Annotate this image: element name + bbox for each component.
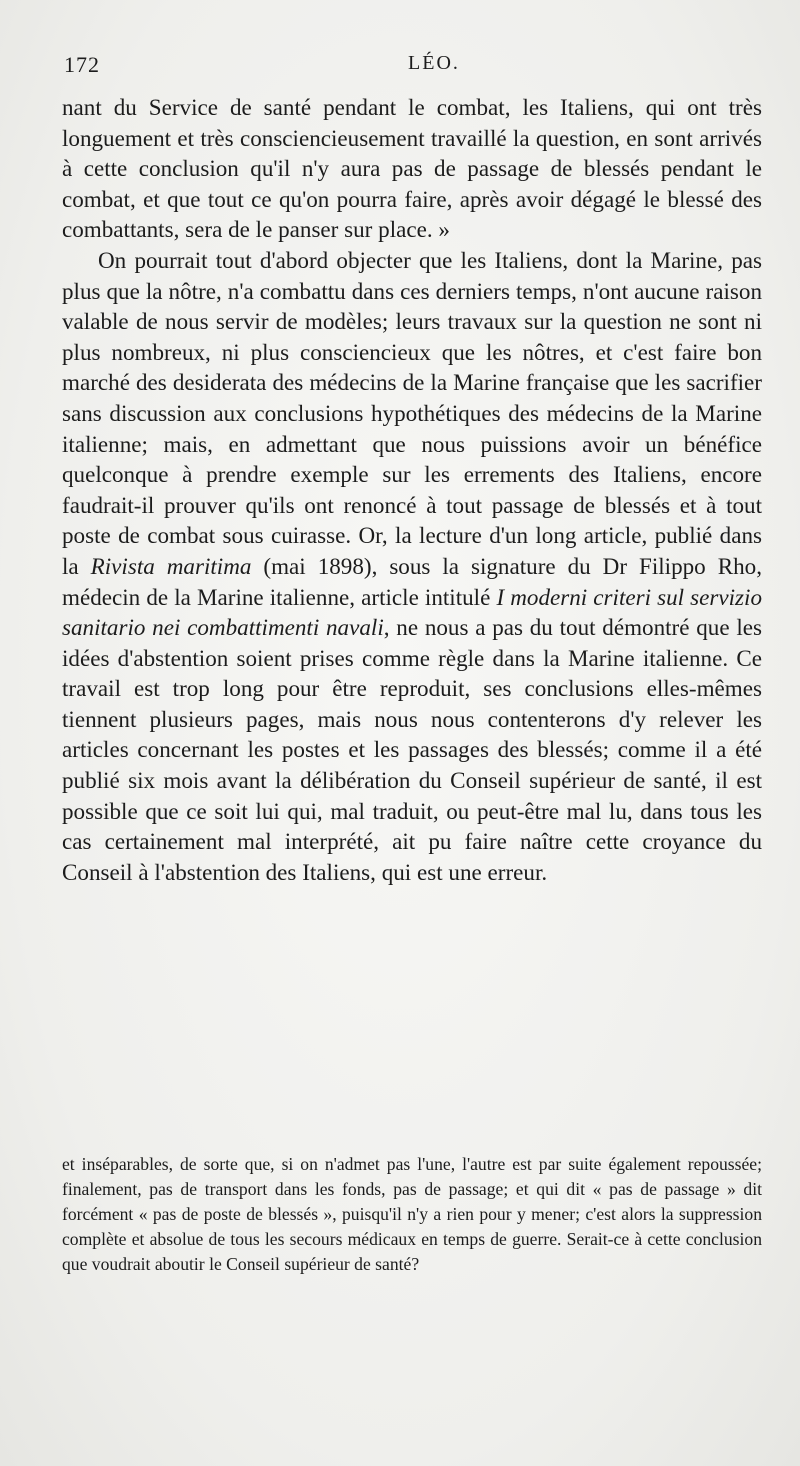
article-title: I moderni criteri sul servizio sanitario nei combattimenti navali: [62, 583, 762, 641]
page-header: [64, 52, 764, 86]
running-title: LÉO.: [408, 52, 460, 74]
paragraph-2-part-c: , ne nous a pas du tout démontré que les idées d'abstention soient prises comme règle dans la Marine italienne. Ce travail est trop long pour être reproduit, ses conclusions elles-mêmes tiennent plusieurs pages, mais nous nous contenterons d'y relever les articles concernant les postes et les passages des blessés; comme il a été publié six mois avant la délibération du Conseil supérieur de santé, il est possible que ce soit lui qui, mal traduit, ou peut-être mal lu, dans tous les cas certainement mal interprété, ait pu faire naître cette croyance du Conseil à l'abstention des Italiens, qui est une erreur.: [62, 614, 763, 885]
main-text: [62, 92, 762, 887]
paragraph-2-part-a: On pourrait tout d'abord objecter que les Italiens, dont la Marine, pas plus que la nôtre, n'a combattu dans ces derniers temps, n'ont aucune raison valable de nous servir de modèles; leurs travaux sur la question ne sont ni plus nombreux, ni plus consciencieux que les nôtres, et c'est faire bon marché des desiderata des médecins de la Marine française que les sacrifier sans discussion aux conclusions hypothétiques des médecins de la Marine italienne; mais, en admettant que nous puissions avoir un bénéfice quelconque à prendre exemple sur les errements des Italiens, encore faudrait-il prouver qu'ils ont renoncé à tout passage de blessés et à tout poste de combat sous cuirasse. Or, la lecture d'un long article, publié dans la: [62, 246, 762, 579]
paragraph-1: nant du Service de santé pendant le combat, les Italiens, qui ont très longuement et très consciencieusement travaillé la question, en sont arrivés à cette conclusion qu'il n'y aura pas de passage de blessés pendant le combat, et que tout ce qu'on pourra faire, après avoir dégagé le blessé des combattants, sera de le panser sur place. »: [62, 94, 762, 243]
footnote: [62, 1152, 762, 1277]
paragraph-2-part-b: (mai 1898), sous la signature du Dr Filippo Rho, médecin de la Marine italienne, article intitulé: [62, 552, 762, 610]
journal-title: Rivista maritima: [90, 552, 252, 579]
paragraph-2: [62, 245, 762, 887]
page-number: 172: [64, 52, 100, 77]
footnote-text: et inséparables, de sorte que, si on n'admet pas l'une, l'autre est par suite également repoussée; finalement, pas de transport dans les fonds, pas de passage; et qui dit « pas de passage » dit forcément « pas de poste de blessés », puisqu'il n'y a rien pour y mener; c'est alors la suppression complète et absolue de tous les secours médicaux en temps de guerre. Serait-ce à cette conclusion que voudrait aboutir le Conseil supérieur de santé?: [62, 1154, 762, 1274]
